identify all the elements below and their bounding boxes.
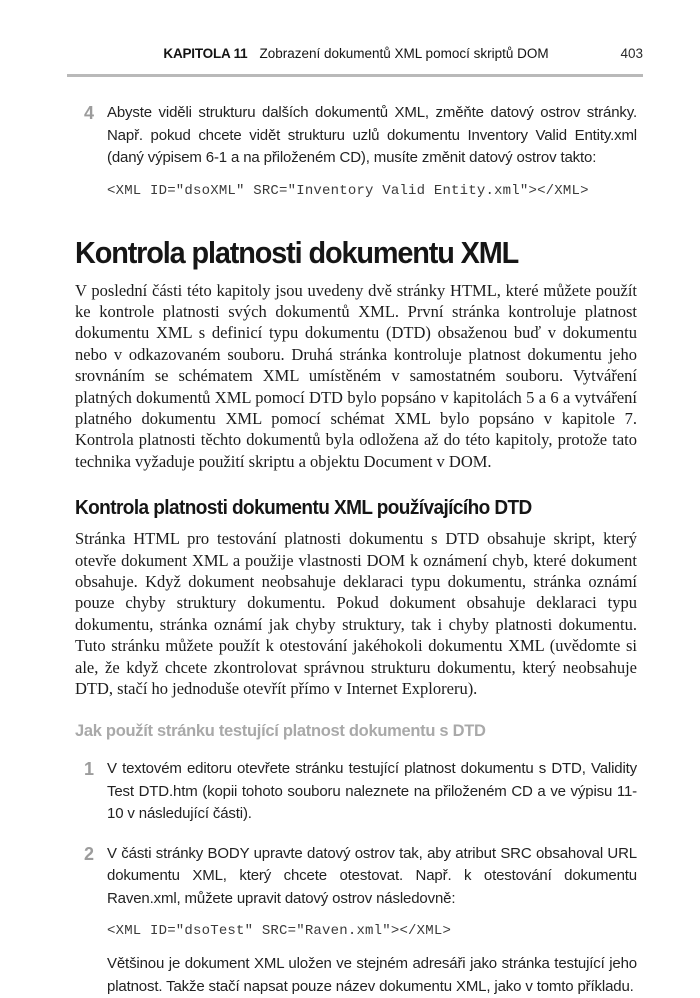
step-item-2 <box>75 843 637 911</box>
step-text: V textovém editoru otevřete stránku testující platnost dokumentu s DTD, Validity Test DTD.htm (kopii tohoto souboru naleznete na přiloženém CD a ve výpisu 11-10 v následující části). <box>107 760 637 823</box>
section-heading: Kontrola platnosti dokumentu XML <box>75 234 519 270</box>
section-paragraph: V poslední části této kapitoly jsou uvedeny dvě stránky HTML, které můžete použít ke kontrole platnosti svých dokumentů XML. První stránka kontroluje platnost dokumentu XML s definicí typu dokumentu (DTD) obsaženou buď v dokumentu nebo v odkazovaném souboru. Druhá stránka kontroluje platnost dokumentu jeho srovnáním se schématem XML umístěném v samostatném souboru. Vytváření platných dokumentů XML pomocí DTD bylo popsáno v kapitolách 5 a 6 a vytváření platného dokumentu XML pomocí schémat XML bylo popsáno v kapitole 7. Kontrola platnosti těchto dokumentů byla odložena až do této kapitoly, protože tato technika vyžaduje použití skriptu a objektu Document v DOM. <box>75 280 637 471</box>
chapter-title: Zobrazení dokumentů XML pomocí skriptů DOM <box>259 46 549 61</box>
step-body <box>107 758 637 826</box>
step-text: V části stránky BODY upravte datový ostrov tak, aby atribut SRC obsahoval URL dokumentu XML, který chcete otestovat. Např. k otestování dokumentu Raven.xml, můžete upravit datový ostrov následovně: <box>107 844 637 907</box>
step-item-4 <box>75 102 637 170</box>
running-head-text <box>75 46 637 61</box>
step-item-1 <box>75 758 637 826</box>
subsection-heading: Kontrola platnosti dokumentu XML používajícího DTD <box>75 497 532 520</box>
chapter-label: KAPITOLA 11 <box>163 46 248 61</box>
step-body <box>107 843 637 911</box>
step-text: Abyste viděli strukturu dalších dokumentů XML, změňte datový ostrov stránky. Např. pokud chcete vidět strukturu uzlů dokumentu Inventory Valid Entity.xml (daný výpisem 6-1 a na přiloženém CD), musíte změnit datový ostrov takto: <box>107 104 637 166</box>
step-body <box>107 102 637 170</box>
step-number: 1 <box>84 759 95 780</box>
page-number: 403 <box>620 46 643 61</box>
step-number: 2 <box>84 843 95 864</box>
header-rule <box>67 74 643 77</box>
howto-heading: Jak použít stránku testující platnost dokumentu s DTD <box>75 721 486 741</box>
code-line-dsoxml: <XML ID="dsoXML" SRC="Inventory Valid Entity.xml"></XML> <box>107 182 589 199</box>
step-number: 4 <box>84 103 95 123</box>
running-head <box>75 46 643 63</box>
subsection-paragraph: Stránka HTML pro testování platnosti dokumentu s DTD obsahuje skript, který otevře dokument XML a použije vlastnosti DOM k oznámení chyb, které dokument obsahuje. Když dokument neobsahuje deklaraci typu dokumentu, stránka oznámí pouze chyby struktury dokumentu. Pokud dokument obsahuje deklaraci typu dokumentu, stránka oznámí jak chyby struktury, tak i chyby platnosti dokumentu. Tuto stránku můžete použít k otestování jakéhokoli dokumentu XML (uvědomte si ale, že když chcete zkontrolovat správnou strukturu dokumentu, který neobsahuje DTD, stačí ho jednoduše otevřít přímo v Internet Exploreru). <box>75 529 637 698</box>
code-line-dsotest: <XML ID="dsoTest" SRC="Raven.xml"></XML> <box>107 923 452 940</box>
step-continuation-text: Většinou je dokument XML uložen ve stejném adresáři jako stránka testující jeho platnost. Takže stačí napsat pouze název dokumentu XML, jako v tomto příkladu. <box>107 955 637 995</box>
